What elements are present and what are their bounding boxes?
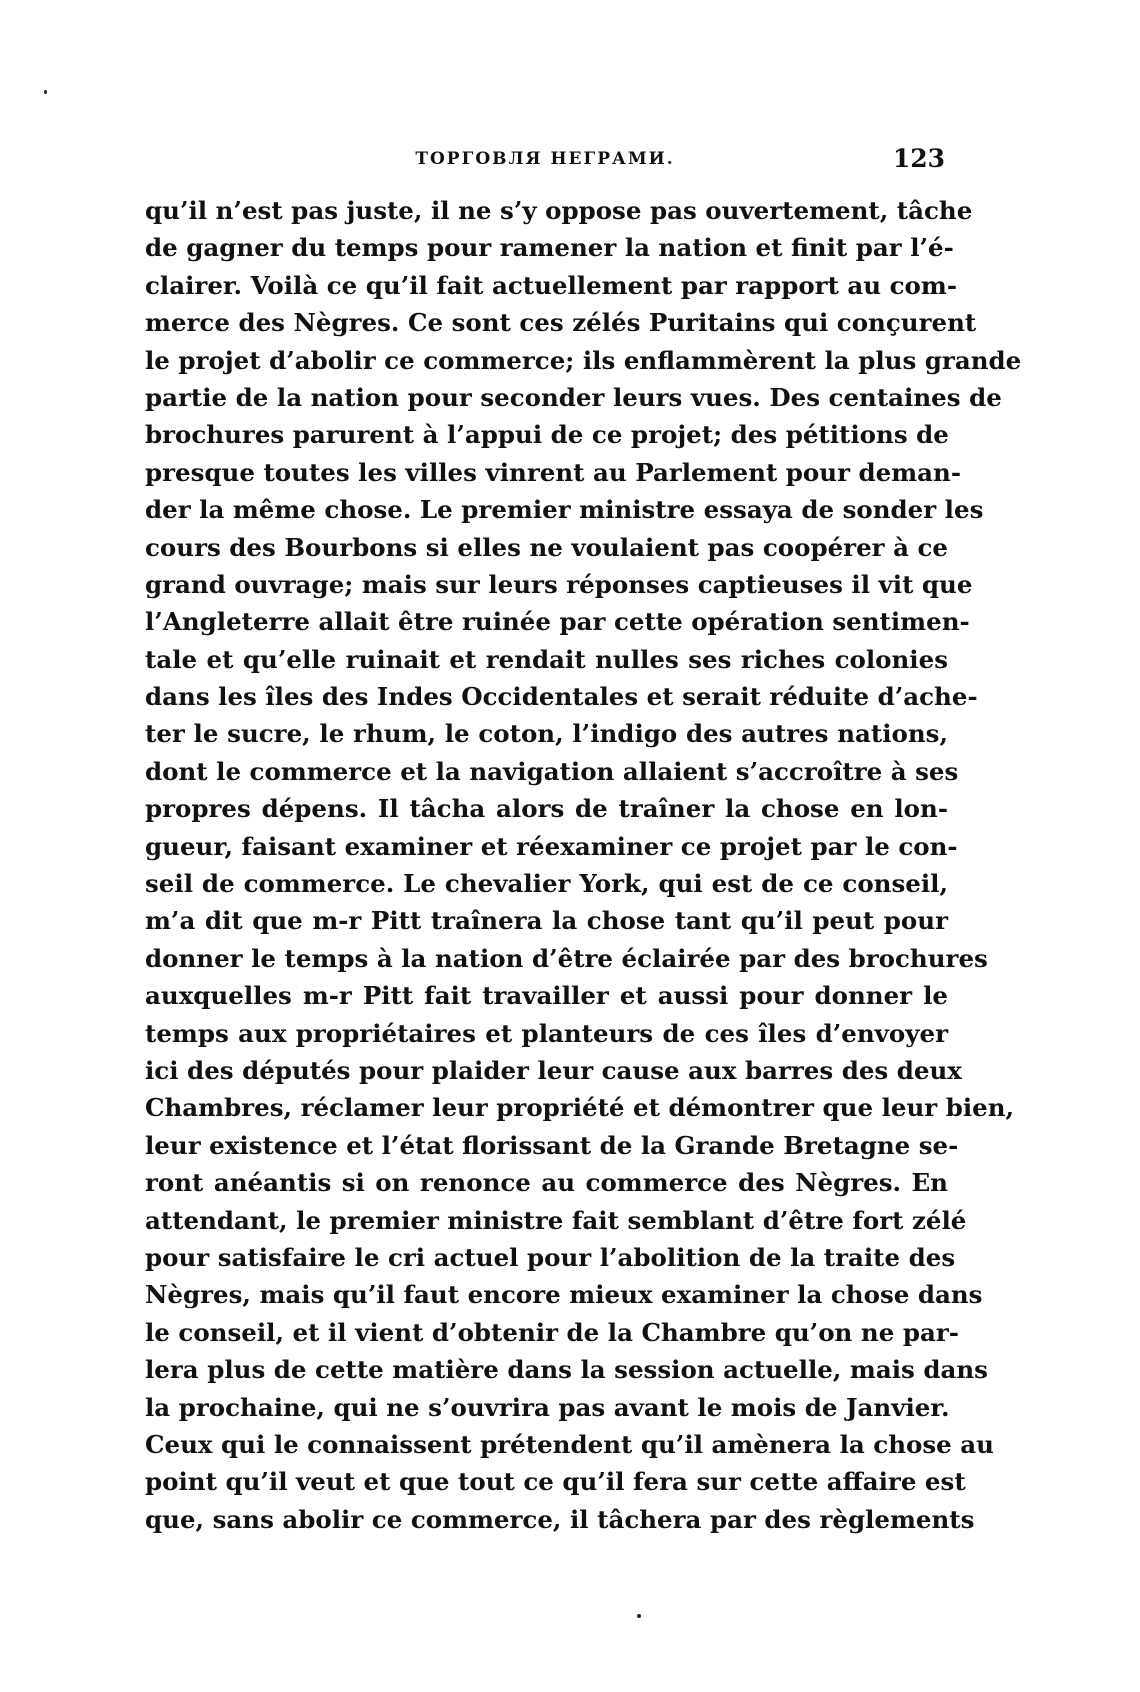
text-line: donner le temps à la nation d’être éclairée par des brochures	[145, 943, 988, 973]
text-line: pour satisfaire le cri actuel pour l’abolition de la traite des	[145, 1242, 956, 1272]
text-line: grand ouvrage; mais sur leurs réponses captieuses il vit que	[145, 569, 973, 599]
text-line: leur existence et l’état florissant de la Grande Bretagne se-	[145, 1130, 959, 1160]
text-line: Chambres, réclamer leur propriété et démontrer que leur bien,	[145, 1093, 1015, 1123]
text-line: dont le commerce et la navigation allaient s’accroître à ses	[145, 756, 959, 786]
text-line: temps aux propriétaires et planteurs de ces îles d’envoyer	[145, 1018, 948, 1048]
text-line: propres dépens. Il tâcha alors de traîner la chose en lon-	[145, 794, 948, 824]
text-line: tale et qu’elle ruinait et rendait nulles ses riches colonies	[145, 644, 948, 674]
body-text	[145, 192, 1022, 1538]
text-line: ter le sucre, le rhum, le coton, l’indigo des autres nations,	[145, 719, 948, 749]
text-line: point qu’il veut et que tout ce qu’il fera sur cette affaire est	[145, 1467, 966, 1497]
text-line: merce des Nègres. Ce sont ces zélés Puritains qui conçurent	[145, 308, 977, 338]
text-line: partie de la nation pour seconder leurs vues. Des centaines de	[145, 382, 1002, 412]
text-line: gueur, faisant examiner et réexaminer ce projet par le con-	[145, 831, 958, 861]
text-line: Ceux qui le connaissent prétendent qu’il amènera la chose au	[145, 1429, 994, 1459]
text-line: brochures parurent à l’appui de ce projet; des pétitions de	[145, 420, 949, 450]
running-title: ТОРГОВЛЯ НЕГРАМИ.	[415, 149, 675, 169]
text-line: le conseil, et il vient d’obtenir de la Chambre qu’on ne par-	[145, 1317, 959, 1347]
scan-speck-top	[44, 90, 47, 94]
text-line: l’Angleterre allait être ruinée par cette opération sentimen-	[145, 607, 970, 637]
text-line: der la même chose. Le premier ministre essaya de sonder les	[145, 495, 984, 525]
text-line: dans les îles des Indes Occidentales et serait réduite d’ache-	[145, 682, 978, 712]
text-line: Nègres, mais qu’il faut encore mieux examiner la chose dans	[145, 1280, 983, 1310]
text-line: qu’il n’est pas juste, il ne s’y oppose pas ouvertement, tâche	[145, 196, 973, 225]
page-number: 123	[892, 144, 945, 173]
text-line: attendant, le premier ministre fait semblant d’être fort zélé	[145, 1205, 967, 1235]
text-line: ront anéantis si on renonce au commerce des Nègres. En	[145, 1168, 948, 1198]
text-line: la prochaine, qui ne s’ouvrira pas avant le mois de Janvier.	[145, 1392, 950, 1422]
text-line: de gagner du temps pour ramener la nation et finit par l’é-	[145, 233, 954, 263]
text-line: presque toutes les villes vinrent au Parlement pour deman-	[145, 457, 962, 487]
text-line: seil de commerce. Le chevalier York, qui est de ce conseil,	[145, 869, 948, 899]
text-line: cours des Bourbons si elles ne voulaient pas coopérer à ce	[145, 532, 949, 562]
text-line: auxquelles m-r Pitt fait travailler et aussi pour donner le	[145, 981, 948, 1011]
running-head	[145, 144, 945, 174]
text-line: lera plus de cette matière dans la session actuelle, mais dans	[145, 1355, 988, 1385]
text-line: le projet d’abolir ce commerce; ils enflammèrent la plus grande	[145, 345, 1022, 375]
scan-speck-bottom	[637, 1614, 641, 1618]
text-line: m’a dit que m-r Pitt traînera la chose tant qu’il peut pour	[145, 906, 948, 936]
text-line: que, sans abolir ce commerce, il tâchera par des règlements	[145, 1504, 975, 1534]
text-line: ici des députés pour plaider leur cause aux barres des deux	[145, 1055, 962, 1085]
text-line: clairer. Voilà ce qu’il fait actuellement par rapport au com-	[145, 270, 957, 300]
